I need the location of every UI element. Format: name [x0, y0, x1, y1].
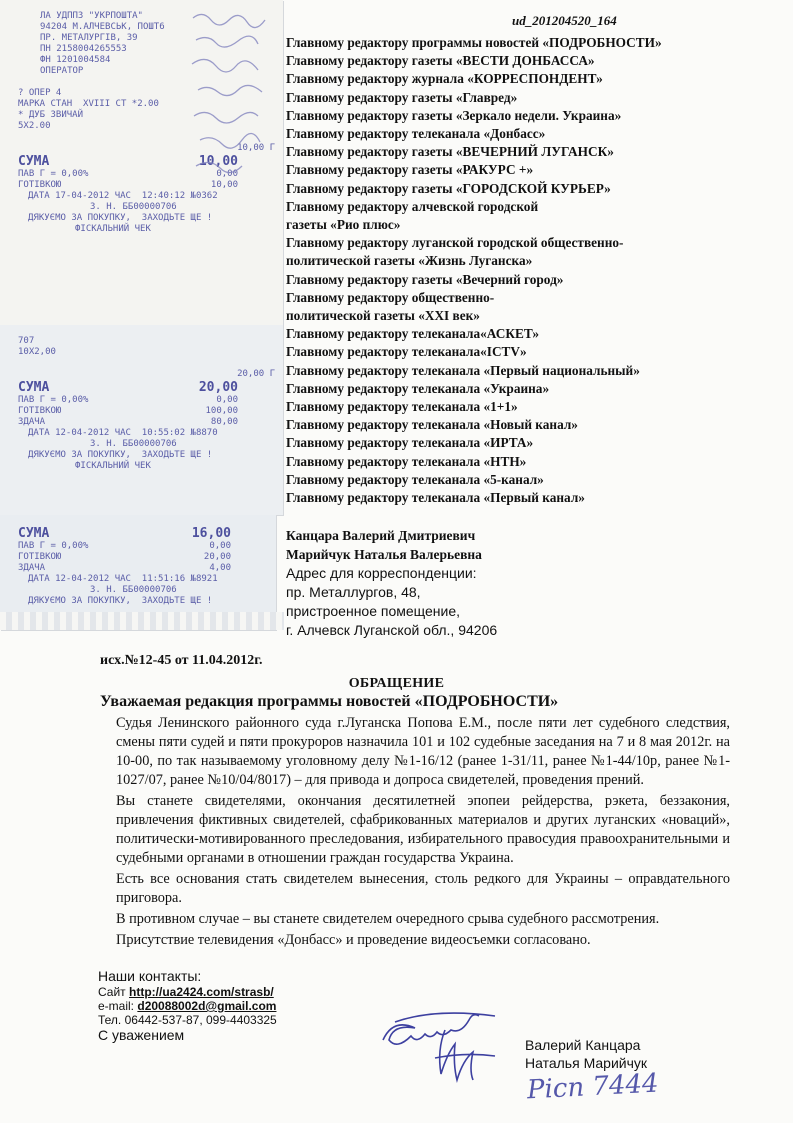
letter-body: [116, 714, 730, 952]
recipients-list: [286, 34, 786, 507]
paragraph: Вы станете свидетелями, окончания десятилетней эпопеи рейдерства, рэкета, беззакония, привлечения фиктивных свидетелей, сфабрикованных материалов и других луганских «новаций», политически-мотивированного преследования, избирательного правосудия правоохранительными и судебными органами в отношении граждан государства Украина.: [116, 793, 730, 866]
paragraph: Присутствие телевидения «Донбасс» и проведение видеосъемки согласовано.: [116, 932, 591, 948]
receipt-total: [0, 380, 283, 395]
signer-name: Наталья Марийчук: [525, 1055, 648, 1071]
address-line: Адрес для корреспонденции:: [286, 565, 477, 581]
receipt-row-value: 0,00: [209, 541, 231, 551]
receipt-value: 20,00 Г: [237, 369, 275, 379]
receipt-thanks: ДЯКУЄМО ЗА ПОКУПКУ, ЗАХОДЬТЕ ЩЕ !: [28, 213, 213, 223]
receipt-text: ФН 1201004584: [40, 55, 111, 65]
recipient-line: Главному редактору телеканала «Первый национальный»: [286, 362, 640, 378]
receipt-row-label: ГОТІВКОЮ: [18, 552, 62, 562]
receipt-row-label: ПАВ Г = 0,00%: [18, 395, 89, 405]
recipient-line: Главному редактору программы новостей «ПОДРОБНОСТИ»: [286, 35, 662, 50]
handwriting-scribble: [188, 6, 280, 196]
receipt-tear-edge: [0, 612, 284, 630]
recipient-line: Главному редактору телеканала «1+1»: [286, 399, 518, 415]
site-label: Сайт: [98, 985, 126, 999]
receipt-thanks: ДЯКУЄМО ЗА ПОКУПКУ, ЗАХОДЬТЕ ЩЕ !: [28, 596, 213, 606]
receipt-text: * ДУБ ЗВИЧАЙ: [18, 110, 84, 120]
receipt-row-label: ГОТІВКОЮ: [18, 406, 62, 416]
receipt-row-value: 10,00: [210, 180, 238, 190]
contacts-block: [98, 968, 277, 1044]
email-line: [98, 999, 277, 1013]
receipt-total-label: СУМА: [18, 380, 50, 395]
receipt-row-value: 0,00: [216, 169, 238, 179]
signer-name: Валерий Канцара: [525, 1037, 641, 1053]
receipt-spacer: [0, 325, 283, 336]
receipt-text: 10X2,00: [18, 347, 56, 357]
receipt-date: ДАТА 12-04-2012 ЧАС 10:55:02 №8870: [28, 428, 218, 438]
recipient-line: Главному редактору телеканала «Донбасс»: [286, 126, 546, 142]
recipient-line: Главному редактору телеканала «5-канал»: [286, 471, 544, 487]
receipt-row: [0, 406, 283, 417]
recipient-line: политической газеты «Жизнь Луганска»: [286, 253, 533, 269]
document-id: ud_201204520_164: [512, 13, 617, 28]
site-line: [98, 985, 277, 999]
salutation: Уважаемая редакция программы новостей «ПОДРОБНОСТИ»: [100, 693, 559, 710]
receipt-value: 10,00 Г: [237, 143, 275, 153]
recipient-line: Главному редактору газеты «ГОРОДСКОЙ КУРЬЕР»: [286, 180, 611, 196]
recipient-line: Главному редактору газеты «ВЕСТИ ДОНБАССА»: [286, 53, 595, 69]
receipt-row-label: ЗДАЧА: [18, 563, 46, 573]
receipt-row-label: ГОТІВКОЮ: [18, 180, 62, 190]
recipient-line: Главному редактору телеканала«ICTV»: [286, 344, 527, 360]
address-line: г. Алчевск Луганской обл., 94206: [286, 622, 498, 638]
receipt-row: [0, 541, 276, 552]
receipt-check: ФІСКАЛЬНИЙ ЧЕК: [75, 461, 151, 471]
recipient-line: Главному редактору телеканала «Украина»: [286, 380, 550, 396]
address-line: пр. Металлургов, 48,: [286, 584, 421, 600]
receipt-line: [0, 358, 283, 369]
signers: [525, 1036, 647, 1072]
receipt-text: МАРКА СТАН ХVIII СТ *2.00: [18, 99, 159, 109]
recipient-line: Главному редактору газеты «РАКУРС +»: [286, 162, 534, 178]
receipt-spacer: [0, 515, 276, 526]
receipt-row: [0, 395, 283, 406]
recipient-line: Главному редактору газеты «Главред»: [286, 89, 518, 105]
receipt-row-value: 4,00: [209, 563, 231, 573]
paragraph: Есть все основания стать свидетелем вынесения, столь редкого для Украины – оправдательного приговора.: [116, 871, 730, 906]
receipt-text: ЛА УДППЗ "УКРПОШТА": [40, 11, 143, 21]
receipt-line: [0, 369, 283, 380]
recipient-line: Главному редактору телеканала «Новый канал»: [286, 417, 578, 433]
receipt-text: ПР. МЕТАЛУРГІВ, 39: [40, 33, 138, 43]
receipt-row-value: 0,00: [216, 395, 238, 405]
receipt-total-value: 10,00: [198, 154, 238, 169]
receipt-text: 5X2.00: [18, 121, 51, 131]
sender-name: Марийчук Наталья Валерьевна: [286, 547, 482, 562]
receipt-zn: З. Н. ББ00000706: [90, 202, 177, 212]
receipt-row-value: 20,00: [203, 552, 231, 562]
receipt-line: [0, 336, 283, 347]
recipient-line: Главному редактору газеты «Вечерний город»: [286, 271, 564, 287]
recipient-line: Главному редактору алчевской городской: [286, 198, 539, 214]
receipt-total-label: СУМА: [18, 526, 50, 541]
signature: [375, 1000, 525, 1090]
recipient-line: Главному редактору луганской городской общественно-: [286, 235, 624, 251]
email-label: e-mail:: [98, 999, 135, 1013]
recipient-line: Главному редактору общественно-: [286, 289, 495, 305]
outgoing-reference: исх.№12-45 от 11.04.2012г.: [100, 653, 263, 668]
receipt-text: ПН 2158004265553: [40, 44, 127, 54]
receipt-date: ДАТА 12-04-2012 ЧАС 11:51:16 №8921: [28, 574, 218, 584]
contacts-title: Наши контакты:: [98, 968, 202, 984]
recipient-line: Главному редактору газеты «ВЕЧЕРНИЙ ЛУГАНСК»: [286, 144, 614, 160]
receipt-total: [0, 526, 276, 541]
receipt-total-value: 16,00: [191, 526, 231, 541]
sender-name: Канцара Валерий Дмитриевич: [286, 528, 476, 543]
receipt-2: [0, 325, 283, 515]
address-line: пристроенное помещение,: [286, 603, 461, 619]
recipient-line: политической газеты «XXI век»: [286, 308, 480, 324]
receipt-row-value: 100,00: [205, 406, 238, 416]
receipt-thanks: ДЯКУЄМО ЗА ПОКУПКУ, ЗАХОДЬТЕ ЩЕ !: [28, 450, 213, 460]
receipt-row-value: 80,00: [210, 417, 238, 427]
recipient-line: Главному редактору телеканала «ИРТА»: [286, 435, 534, 451]
recipient-line: Главному редактору телеканала«АСКЕТ»: [286, 326, 540, 342]
receipt-row-label: ПАВ Г = 0,00%: [18, 169, 89, 179]
letter-heading: ОБРАЩЕНИЕ: [348, 676, 445, 691]
receipt-text: ОПЕРАТОР: [40, 66, 84, 76]
regards: С уважением: [98, 1027, 185, 1043]
recipient-line: Главному редактору журнала «КОРРЕСПОНДЕНТ»: [286, 71, 603, 87]
recipient-line: Главному редактору телеканала «Первый канал»: [286, 490, 585, 506]
paragraph: Судья Ленинского районного суда г.Луганска Попова Е.М., после пяти лет судебного следствия, смены пяти судей и пяти прокуроров назначила 101 и 102 судебные заседания на 7 и 8 мая 2012г. на 10-00, по так называемому уголовному делу №1-16/12 (ранее 1-31/11, ранее №1-44/10р, ранее №1-1027/07, ранее №10/04/8017) – для привода и допроса свидетелей, проведения прений.: [116, 715, 730, 788]
receipt-date: ДАТА 17-04-2012 ЧАС 12:40:12 №0362: [28, 191, 218, 201]
senders: [286, 526, 482, 564]
receipt-row: [0, 563, 276, 574]
correspondence-address: [286, 564, 497, 640]
receipt-total-value: 20,00: [198, 380, 238, 395]
paragraph: В противном случае – вы станете свидетелем очередного срыва судебного рассмотрения.: [116, 911, 660, 927]
receipt-total-label: СУМА: [18, 154, 50, 169]
receipt-line: [0, 347, 283, 358]
receipt-row: [0, 552, 276, 563]
recipient-line: Главному редактору газеты «Зеркало недели. Украина»: [286, 107, 622, 123]
receipt-zn: З. Н. ББ00000706: [90, 439, 177, 449]
phone-line: Тел. 06442-537-87, 099-4403325: [98, 1013, 277, 1027]
site-link[interactable]: http://ua2424.com/strasb/: [129, 985, 274, 999]
recipient-line: Главному редактору телеканала «НТН»: [286, 453, 527, 469]
receipt-text: 707: [18, 336, 35, 346]
receipt-text: ? ОПЕР 4: [18, 88, 62, 98]
receipt-row: [0, 417, 283, 428]
email-link[interactable]: d20088002d@gmail.com: [137, 999, 277, 1013]
handwritten-note: Рісп 7444: [526, 1068, 660, 1106]
receipt-row-label: ПАВ Г = 0,00%: [18, 541, 89, 551]
receipt-text: 94204 М.АЛЧЕВСЬК, ПОШТ6: [40, 22, 165, 32]
receipt-row-label: ЗДАЧА: [18, 417, 46, 427]
receipt-check: ФІСКАЛЬНИЙ ЧЕК: [75, 224, 151, 234]
recipient-line: газеты «Рио плюс»: [286, 217, 401, 233]
receipt-zn: З. Н. ББ00000706: [90, 585, 177, 595]
